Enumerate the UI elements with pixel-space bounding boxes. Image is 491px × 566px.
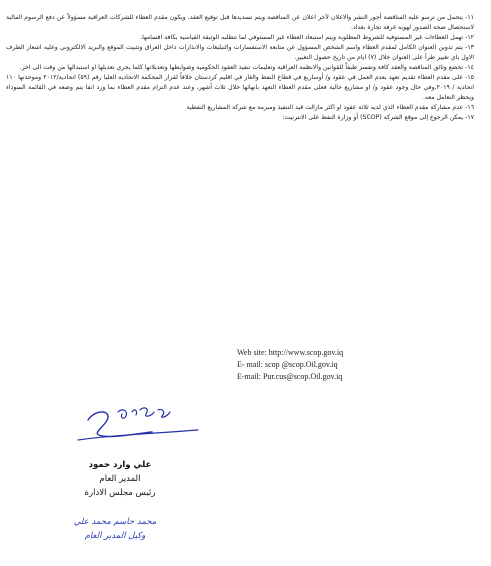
email-line-2: E-mail: Pur.cus@scop.Oil.gov.iq <box>237 372 343 381</box>
tender-terms-list <box>6 13 476 123</box>
term-item-15: ١٥- على مقدم العطاء تقديم تعهد بعدم العمل في عقود و/ أوساريع في قطاع النفط والغاز في اقليم كردستان خلافاً لقرار المحكمة الاتحادية العليا رقم (٥٩) اتحادية/٢٠١٢ وموحدتها ١١٠ اتحادية / ٢٠١٩,وفي حال وجود عقود و/ او مشاريع حالية فعلى مقدم العطاء التعهد بانهائها خلال ثلاث أشهر، وعند عدم التزام مقدم العطاء بما ورد انفا يتم وضعه في القائمة السوداء ويحظر التعامل معه. <box>6 74 474 101</box>
signatory-block <box>60 458 180 500</box>
signatory-title: المدير العام <box>99 474 141 484</box>
term-item-13: ١٣- يتم تدوين العنوان الكامل لمقدم العطاء واسم الشخص المسؤول عن متابعة الاستفسارات والتبليغات والانذارات داخل العراق وتثبيت الموقع والبريد الالكتروني وعليه اشعار الطرف الاول باي تغيير طرأ على العنوان خلال (٧) ايام من تاريخ حصول التغيير. <box>6 44 474 61</box>
term-item-16: ١٦- عدم مشاركة مقدم العطاء الذي لديه ثلاثة عقود او اكثر مازالت قيد التنفيذ ومبرمة مع شركة المشاريع النفطية <box>186 104 474 111</box>
term-item-12: ١٢- تهمل العطاءات غير المستوفية للشروط المطلوبة ويتم استبعاد العطاء غير المستوفي لما تتطلبه الوثيقة القياسية بكافة اقسامها. <box>140 34 474 41</box>
term-item-14: ١٤- تخضع وثائق المناقصة والعقد كافة وتفسر طبقاً للقوانين والانظمة العراقية وتعليمات تنفيذ العقود الحكومية وضوابطها وتعديلاتها كلما يجري تعديلها او استبدالها من وقت الى اخر. <box>19 64 474 71</box>
contact-block <box>237 347 397 383</box>
handwritten-signature <box>74 398 204 458</box>
email-line-1: E- mail: scop @scop.Oil.gov.iq <box>237 360 338 369</box>
stamp-name: محمد جاسم محمد علي <box>73 517 157 527</box>
signatory-position: رئيس مجلس الادارة <box>84 488 156 498</box>
term-item-17: ١٧- يمكن الرجوع إلى موقع الشركة (SCOP) أو وزارة النفط على الانترنيت: <box>282 114 474 121</box>
website-line: Web site: http://www.scop.gov.iq <box>237 348 344 357</box>
stamp-title: وكيل المدير العام <box>84 531 146 541</box>
signatory-name: علي وارد حمود <box>88 460 152 470</box>
deputy-stamp <box>40 515 190 543</box>
term-item-11: ١١- يتحمل من ترسو عليه المناقصة أجور النشر والاعلان لآخر اعلان عن المناقصة ويتم تسديدها قبل توقيع العقد، ويكون مقدم العطاء للشركات العراقية مسؤولاً عن دفع الرسوم المالية لاستحصال صحة الصدور لهوية غرفة تجارة بغداد. <box>6 14 474 31</box>
